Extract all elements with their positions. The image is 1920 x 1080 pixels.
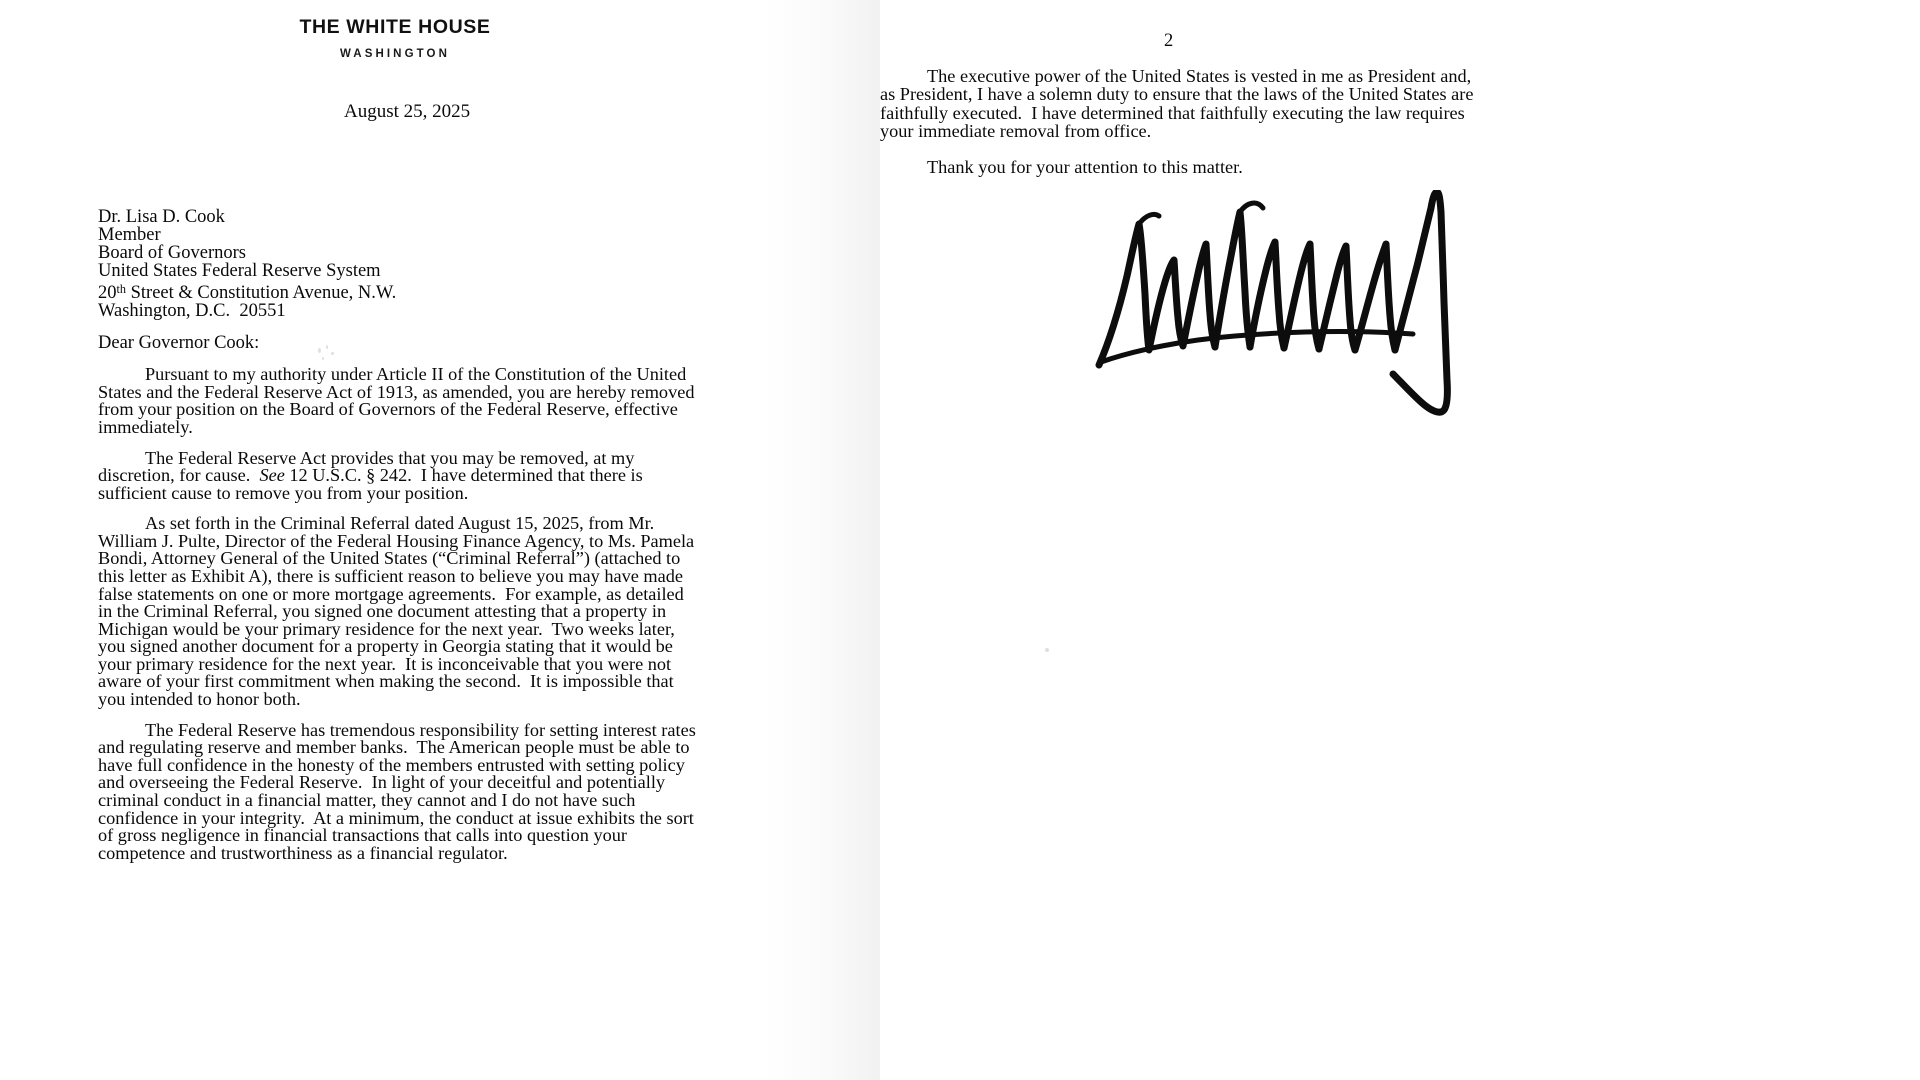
scan-speckle — [322, 357, 324, 360]
document-page-1 — [0, 0, 880, 1080]
recipient-org-1: Board of Governors — [98, 242, 246, 263]
scan-speckle — [1045, 648, 1049, 652]
paragraph-6: Thank you for your attention to this matter. — [927, 157, 1243, 178]
recipient-org-2: United States Federal Reserve System — [98, 260, 381, 281]
scan-speckle — [331, 352, 334, 355]
paragraph-5: The executive power of the United States is vested in me as President and, as President, I have a solemn duty to ensure that the laws of the United States are faithfully executed. I have determined that faithfully executing the law requires your immediate removal from office. — [880, 66, 1479, 141]
signature — [1095, 190, 1475, 420]
page-1-body — [98, 364, 701, 876]
scan-speckle — [326, 345, 328, 349]
recipient-name: Dr. Lisa D. Cook — [98, 207, 225, 227]
letterhead-subtitle: WASHINGTON — [339, 48, 450, 60]
recipient-city-zip: Washington, D.C. 20551 — [98, 300, 286, 321]
page-number: 2 — [1164, 31, 1174, 51]
salutation: Dear Governor Cook: — [98, 333, 260, 353]
paragraph-3: As set forth in the Criminal Referral dated August 15, 2025, from Mr. William J. Pulte, Director of the Federal Housing Finance Agency, to Ms. Pamela Bondi, Attorney General of the United States (“Criminal Referral”) (attached to this letter as Exhibit A), there is sufficient reason to believe you may have made false statements on one or more mortgage agreements. For example, as detailed in the Criminal Referral, you signed one document attesting that a property in Michigan would be your primary residence for the next year. Two weeks later, you signed another document for a property in Georgia stating that it would be your primary residence for the next year. It is inconceivable that you were not aware of your first commitment when making the second. It is impossible that you intended to honor both. — [98, 513, 699, 709]
paragraph-4: The Federal Reserve has tremendous responsibility for setting interest rates and regulating reserve and member banks. The American people must be able to have full confidence in the honesty of the members entrusted with setting policy and overseeing the Federal Reserve. In light of your deceitful and potentially criminal conduct in a financial matter, they cannot and I do not have such confidence in your integrity. At a minimum, the conduct at issue exhibits the sort of gross negligence in financial transactions that calls into question your competence and trustworthiness as a financial regulator. — [98, 719, 701, 863]
paragraph-1: Pursuant to my authority under Article II of the Constitution of the United States and the Federal Reserve Act of 1913, as amended, you are hereby removed from your position on the Board of Governors of the Federal Reserve, effective immediately. — [98, 364, 700, 437]
citation-see: See — [259, 465, 285, 486]
letter-date: August 25, 2025 — [344, 101, 471, 122]
recipient-street: 20th Street & Constitution Avenue, N.W. — [98, 281, 397, 303]
scan-speckle — [318, 348, 321, 353]
letterhead-title: THE WHITE HOUSE — [299, 16, 491, 38]
recipient-title: Member — [98, 224, 161, 245]
letterhead — [0, 16, 790, 60]
recipient-address-block — [98, 209, 396, 321]
document-page-2 — [880, 0, 1920, 1080]
page-2-body — [880, 67, 1490, 194]
paragraph-2: The Federal Reserve Act provides that you may be removed, at my discretion, for cause. See 12 U.S.C. § 242. I have determined that there is sufficient cause to remove you from your position. — [98, 447, 648, 503]
